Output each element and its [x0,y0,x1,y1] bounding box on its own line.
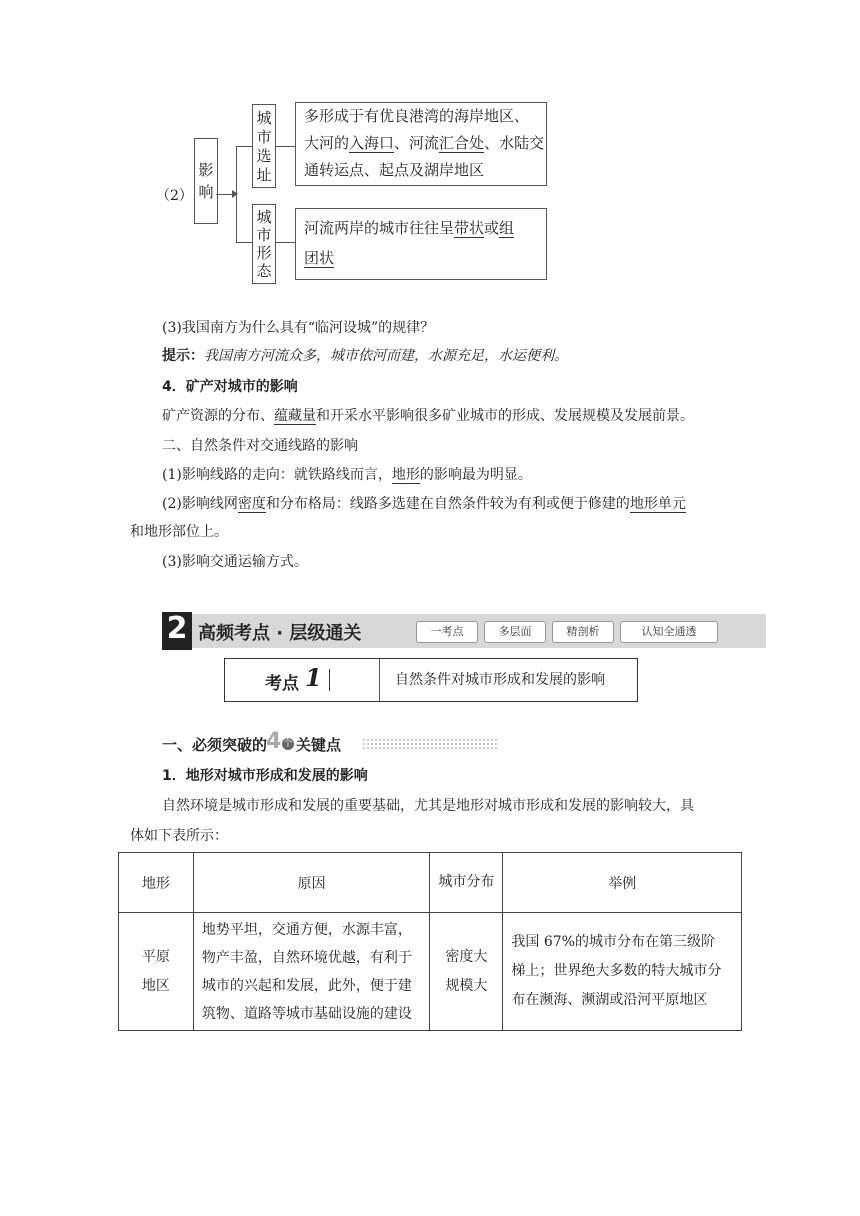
kaodian-divider [329,669,330,691]
branch1-connector [275,146,295,147]
city-site-label-box [252,104,276,188]
bracket-bottom [236,242,252,243]
pill-4: 认知全通透 [620,621,718,643]
influence-box [194,138,218,224]
hint-paragraph [162,346,568,366]
question-3: (3)我国南方为什么具有“临河设城”的规律？ [162,320,435,336]
header-reason: 原因 [193,853,430,913]
kaodian-title: 自然条件对城市形成和发展的影响 [395,672,605,688]
section-post: 关键点 [296,736,342,754]
influence-text: 影响 [198,161,214,201]
hint-label: 提示： [162,348,204,364]
city-form-label: 城市形态 [256,208,272,280]
table-row [119,913,742,1031]
intro-line-2: 体如下表所示： [130,828,228,844]
section-circle: 个 [283,739,293,749]
city-form-content-box [295,208,547,280]
banner-title: 高频考点 · 层级通关 [198,623,362,644]
header-terrain: 地形 [119,853,194,913]
pill-1: 一考点 [416,621,478,643]
paragraph-mineral: 矿产资源的分布、蕴藏量和开采水平影响很多矿业城市的形成、发展规模及发展前景。 [162,408,694,424]
header-distribution: 城市分布 [430,853,503,913]
kaodian-box [224,658,638,702]
table-header-row [119,853,742,913]
diagram-label: （2） [156,188,193,204]
city-site-line-3: 通转运点、起点及湖岸地区 [304,161,485,179]
heading-4: 4．矿产对城市的影响 [162,379,298,395]
heading-terrain: 1．地形对城市形成和发展的影响 [162,768,368,784]
city-site-line-1: 多形成于有优良港湾的海岸地区、 [304,107,530,125]
header-example: 举例 [503,853,742,913]
section-number: 4 [266,729,282,754]
paragraph-route: (1)影响线路的走向：就铁路线而言，地形的影响最为明显。 [162,467,532,483]
bracket-top [236,146,252,147]
hint-text: 我国南方河流众多，城市依河而建，水源充足，水运便利。 [204,348,568,364]
city-site-line-2: 大河的入海口、河流汇合处、水陆交 [304,134,545,152]
terrain-table [118,852,742,1031]
city-form-line-2: 团状 [304,249,335,267]
intro-line-1: 自然环境是城市形成和发展的重要基础，尤其是地形对城市形成和发展的影响较大，具 [162,798,694,814]
city-form-line-1: 河流两岸的城市往往呈带状或组 [304,219,515,237]
pill-2: 多层面 [484,621,546,643]
section-key-points [162,730,502,756]
kaodian-separator [379,659,380,701]
paragraph-network-cont: 和地形部位上。 [130,524,228,540]
city-site-content-box [295,102,547,186]
section-pre: 一、必须突破的 [162,736,268,754]
section-dots [362,738,498,750]
branch2-connector [275,242,295,243]
cell-terrain: 平原 地区 [119,913,194,1031]
kaodian-label: 考点 [265,674,299,694]
city-form-label-box [252,204,276,284]
pill-3: 精剖析 [552,621,614,643]
kaodian-number: 1 [305,663,322,692]
arrow-head-icon [232,190,238,198]
paragraph-network: (2)影响线网密度和分布格局：线路多选建在自然条件较为有利或便于修建的地形单元 [162,496,686,512]
cell-example: 我国 67%的城市分布在第三级阶 梯上；世界绝大多数的特大城市分 布在濒海、濒湖或沿河平原地区 [503,913,742,1031]
bracket-vertical [236,146,237,242]
paragraph-transport: (3)影响交通运输方式。 [162,554,308,570]
heading-two: 二、自然条件对交通线路的影响 [162,438,358,454]
banner-number: 2 [162,612,192,650]
city-site-label: 城市选址 [256,109,272,184]
cell-reason: 地势平坦，交通方便，水源丰富， 物产丰盈，自然环境优越，有利于 城市的兴起和发展，此外，便于建 筑物、道路等城市基础设施的建设 [193,913,430,1031]
cell-distribution: 密度大 规模大 [430,913,503,1031]
